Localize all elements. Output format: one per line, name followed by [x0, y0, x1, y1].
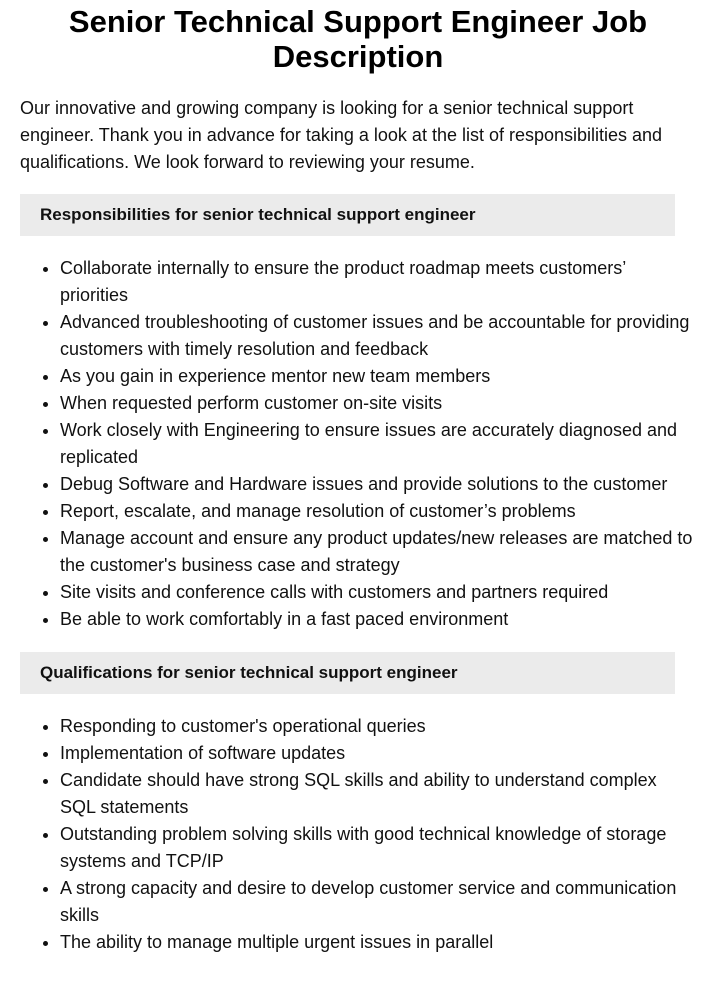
list-item: • Implementation of software updates — [60, 740, 696, 767]
list-item: • Site visits and conference calls with customers and partners required — [60, 579, 696, 606]
list-item: • A strong capacity and desire to develop customer service and communication skills — [60, 875, 696, 929]
qualifications-list — [20, 713, 696, 956]
responsibilities-header: Responsibilities for senior technical support engineer — [20, 194, 675, 236]
list-item: • The ability to manage multiple urgent issues in parallel — [60, 929, 696, 956]
list-item: • Manage account and ensure any product updates/new releases are matched to the customer's business case and strategy — [60, 525, 696, 579]
list-item: • Collaborate internally to ensure the product roadmap meets customers’ priorities — [60, 255, 696, 309]
list-item: • Work closely with Engineering to ensure issues are accurately diagnosed and replicated — [60, 417, 696, 471]
list-item: • Outstanding problem solving skills with good technical knowledge of storage systems and TCP/IP — [60, 821, 696, 875]
list-item: • Be able to work comfortably in a fast paced environment — [60, 606, 696, 633]
page-title: Senior Technical Support Engineer Job Description — [68, 4, 648, 74]
responsibilities-list — [20, 255, 696, 633]
list-item: • Report, escalate, and manage resolution of customer’s problems — [60, 498, 696, 525]
list-item: • Debug Software and Hardware issues and provide solutions to the customer — [60, 471, 696, 498]
list-item: • Candidate should have strong SQL skills and ability to understand complex SQL statements — [60, 767, 696, 821]
intro-paragraph: Our innovative and growing company is looking for a senior technical support engineer. Thank you in advance for taking a look at the list of responsibilities and qualifications. We look forward to reviewing your resume. — [20, 98, 663, 172]
qualifications-header: Qualifications for senior technical support engineer — [20, 652, 675, 694]
list-item: • When requested perform customer on-site visits — [60, 390, 696, 417]
list-item: • Advanced troubleshooting of customer issues and be accountable for providing customers with timely resolution and feedback — [60, 309, 696, 363]
list-item: • Responding to customer's operational queries — [60, 713, 696, 740]
list-item: • As you gain in experience mentor new team members — [60, 363, 696, 390]
